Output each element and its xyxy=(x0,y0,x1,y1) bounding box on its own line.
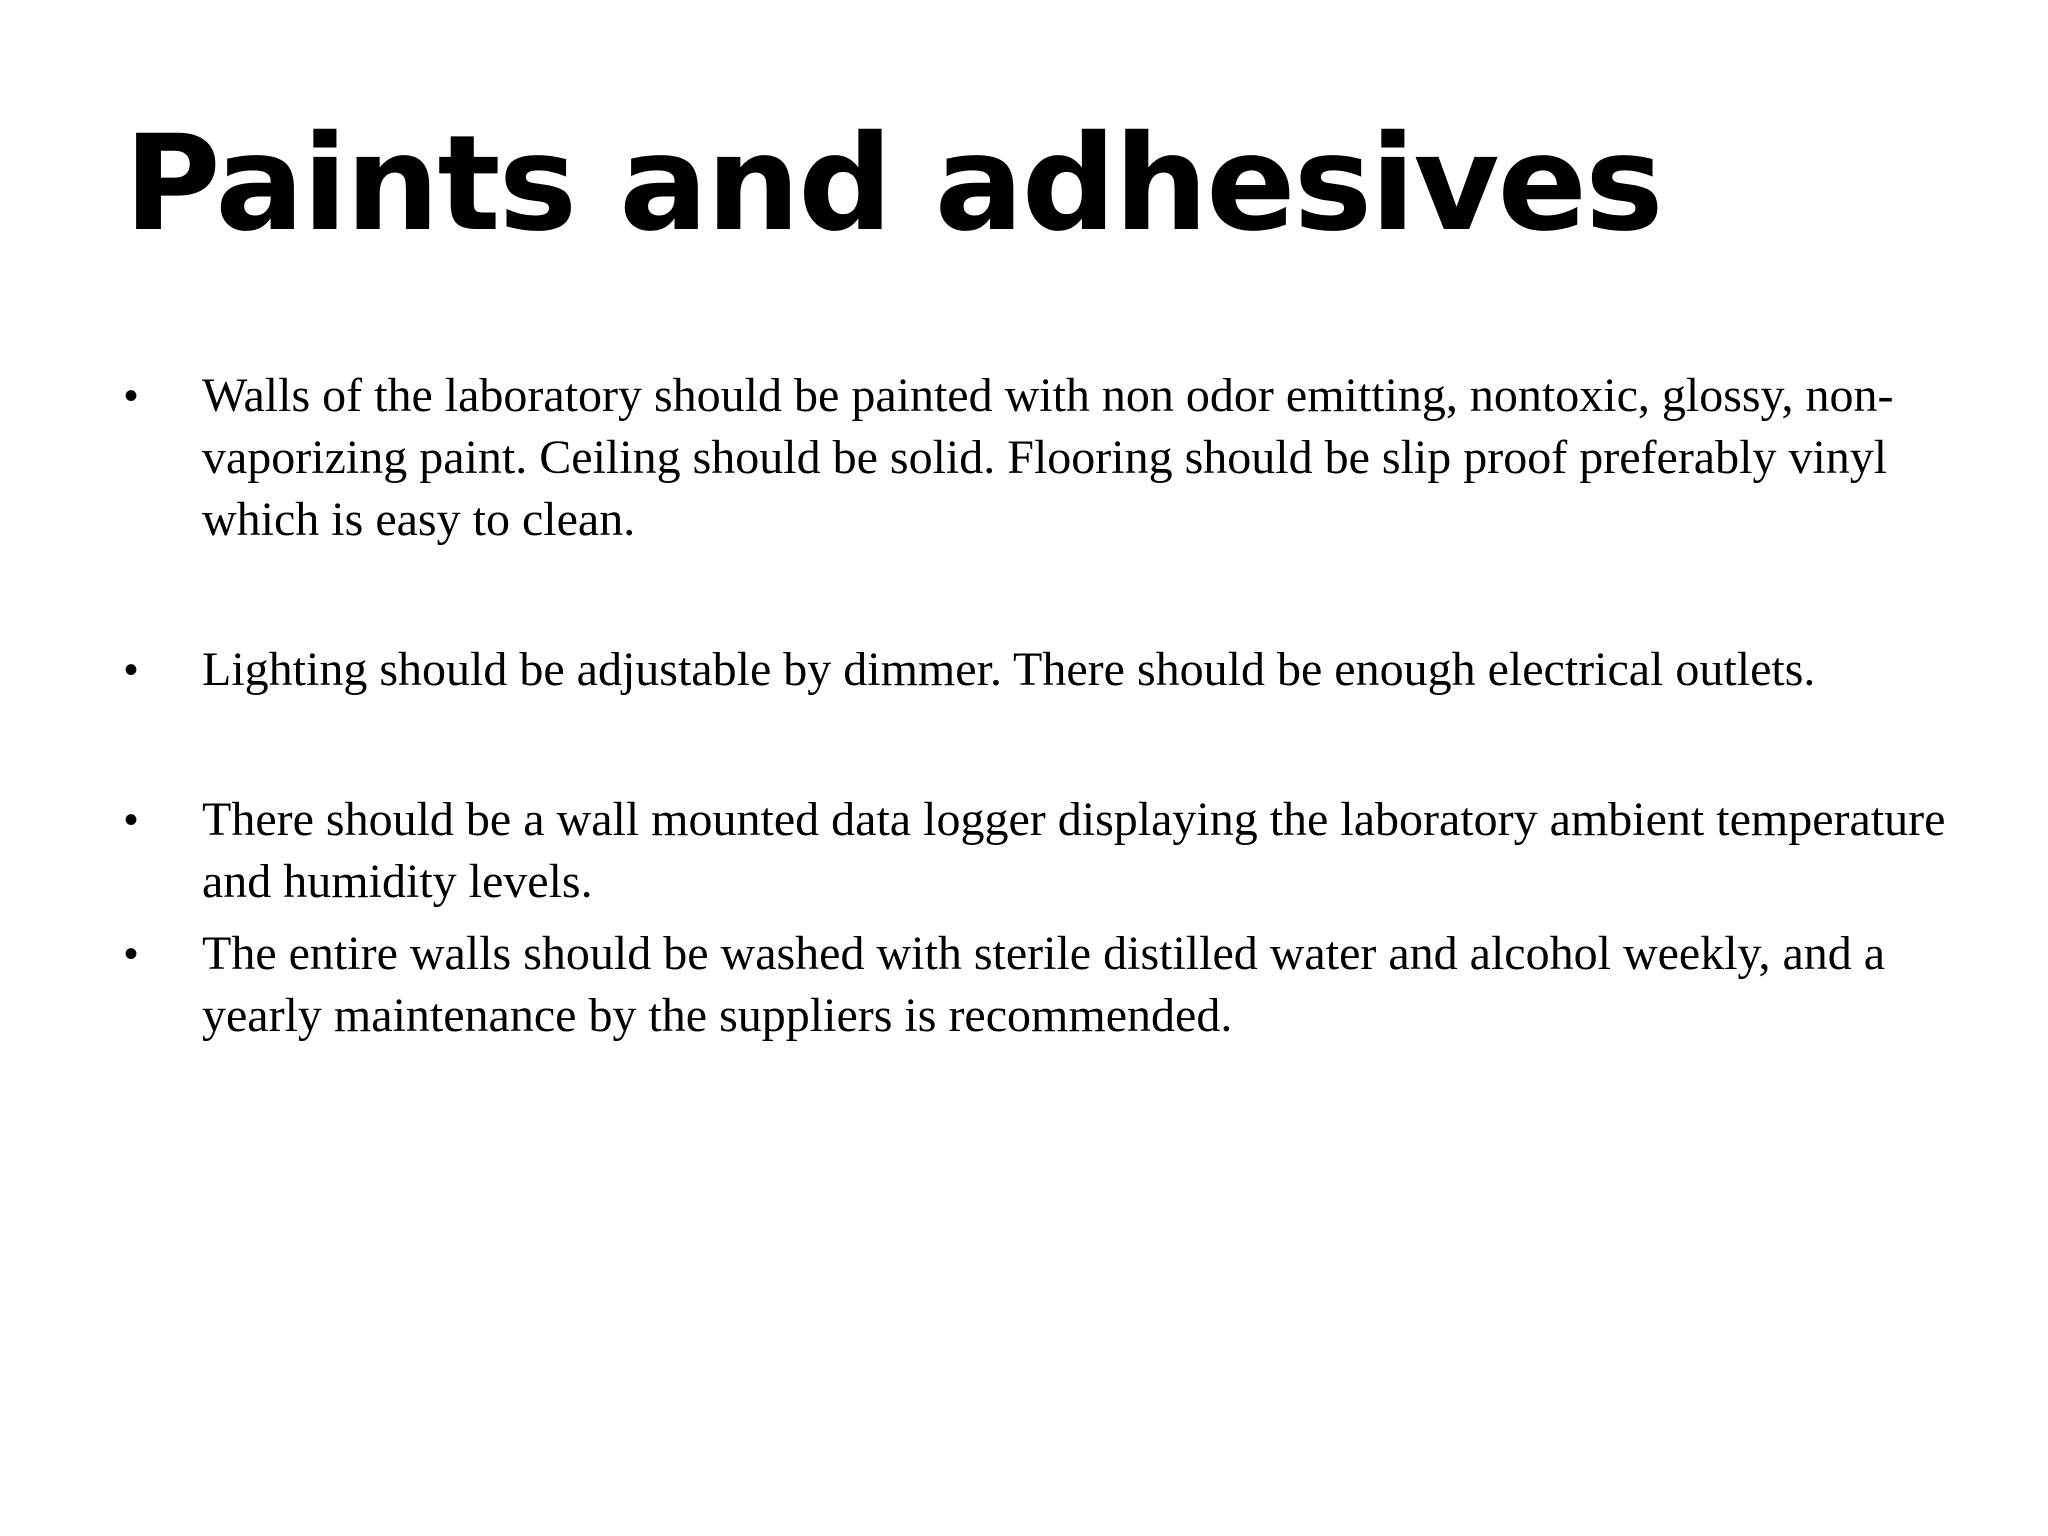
bullet-list xyxy=(124,365,1964,1047)
list-item xyxy=(124,923,1964,1047)
bullet-icon: • xyxy=(124,648,139,692)
bullet-text: Walls of the laboratory should be painted with non odor emitting, nontoxic, glossy, non-vaporizing paint. Ceiling should be solid. Flooring should be slip proof preferably vinyl which is easy to clean. xyxy=(202,369,1894,546)
slide-title: Paints and adhesives xyxy=(124,107,1662,261)
bullet-text: There should be a wall mounted data logger displaying the laboratory ambient temperature and humidity levels. xyxy=(202,793,1946,908)
bullet-icon: • xyxy=(124,374,139,418)
bullet-text: Lighting should be adjustable by dimmer. There should be enough electrical outlets. xyxy=(202,643,1816,696)
list-item xyxy=(124,365,1964,551)
list-item xyxy=(124,639,1964,701)
list-item xyxy=(124,789,1964,913)
bullet-icon: • xyxy=(124,932,139,976)
bullet-text: The entire walls should be washed with sterile distilled water and alcohol weekly, and a yearly maintenance by the suppliers is recommended. xyxy=(202,927,1886,1042)
bullet-icon: • xyxy=(124,798,139,842)
